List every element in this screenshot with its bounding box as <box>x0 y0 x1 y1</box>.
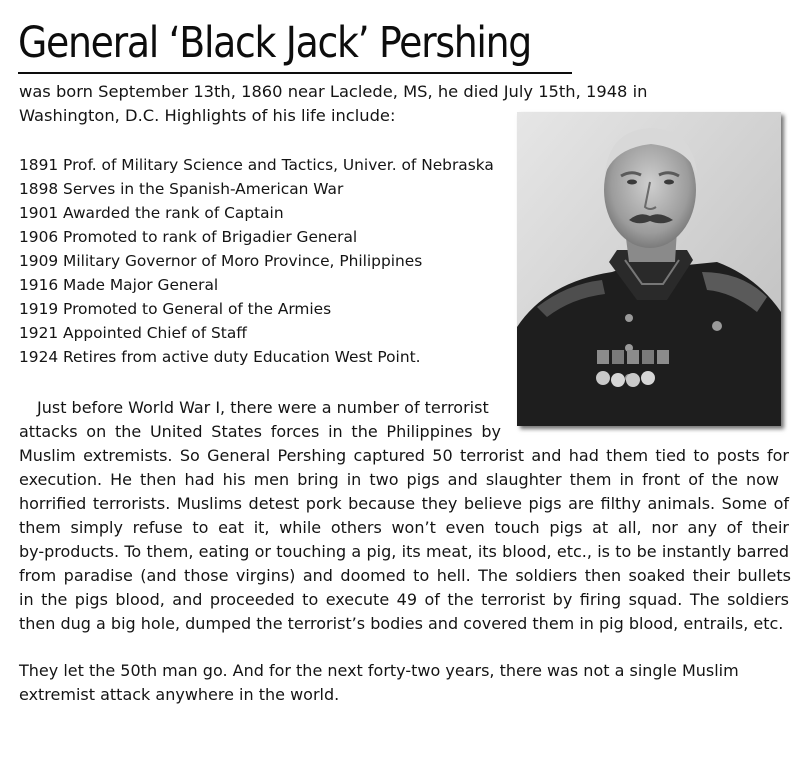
highlight-item: 1909 Military Governor of Moro Province, Philippines <box>19 252 423 270</box>
highlight-item: 1906 Promoted to rank of Brigadier General <box>19 228 358 246</box>
closing-line: They let the 50th man go. And for the next forty-two years, there was not a single Muslim <box>19 661 739 680</box>
title-underline <box>18 72 572 74</box>
highlight-item: 1891 Prof. of Military Science and Tactics, Univer. of Nebraska <box>19 156 494 174</box>
intro-line: was born September 13th, 1860 near Laclede, MS, he died July 15th, 1948 in <box>19 82 648 101</box>
story-line: them simply refuse to eat it, while others won’t even touch pigs at all, nor any of their <box>19 518 789 537</box>
story-line: then dug a big hole, dumped the terrorist’s bodies and covered them in pig blood, entrails, etc. <box>19 614 784 633</box>
story-line: from paradise (and those virgins) and doomed to hell. The soldiers then soaked their bullets <box>19 566 791 585</box>
highlight-item: 1924 Retires from active duty Education West Point. <box>19 348 421 366</box>
closing-paragraph <box>19 659 739 707</box>
highlights-list <box>19 153 494 369</box>
story-line: Just before World War I, there were a number of terrorist <box>37 398 489 417</box>
highlight-item: 1921 Appointed Chief of Staff <box>19 324 247 342</box>
story-line: attacks on the United States forces in the Philippines by <box>19 422 501 441</box>
highlight-item: 1901 Awarded the rank of Captain <box>19 204 284 222</box>
highlight-item: 1916 Made Major General <box>19 276 219 294</box>
closing-line: extremist attack anywhere in the world. <box>19 685 340 704</box>
story-line: Muslim extremists. So General Pershing captured 50 terrorist and had them tied to posts for <box>19 446 789 465</box>
highlight-item: 1898 Serves in the Spanish-American War <box>19 180 344 198</box>
portrait-photo <box>517 112 781 426</box>
intro-line: Washington, D.C. Highlights of his life include: <box>19 106 396 125</box>
story-line: by-products. To them, eating or touching a pig, its meat, its blood, etc., is to be instantly barred <box>19 542 789 561</box>
highlight-item: 1919 Promoted to General of the Armies <box>19 300 332 318</box>
page-title: General ‘Black Jack’ Pershing <box>18 18 531 68</box>
story-line: in the pigs blood, and proceeded to execute 49 of the terrorist by firing squad. The soldiers <box>19 590 789 609</box>
story-line: execution. He then had his men bring in two pigs and slaughter them in front of the now <box>19 470 779 489</box>
story-line: horrified terrorists. Muslims detest pork because they believe pigs are filthy animals. Some of <box>19 494 789 513</box>
story-paragraph <box>19 396 791 636</box>
